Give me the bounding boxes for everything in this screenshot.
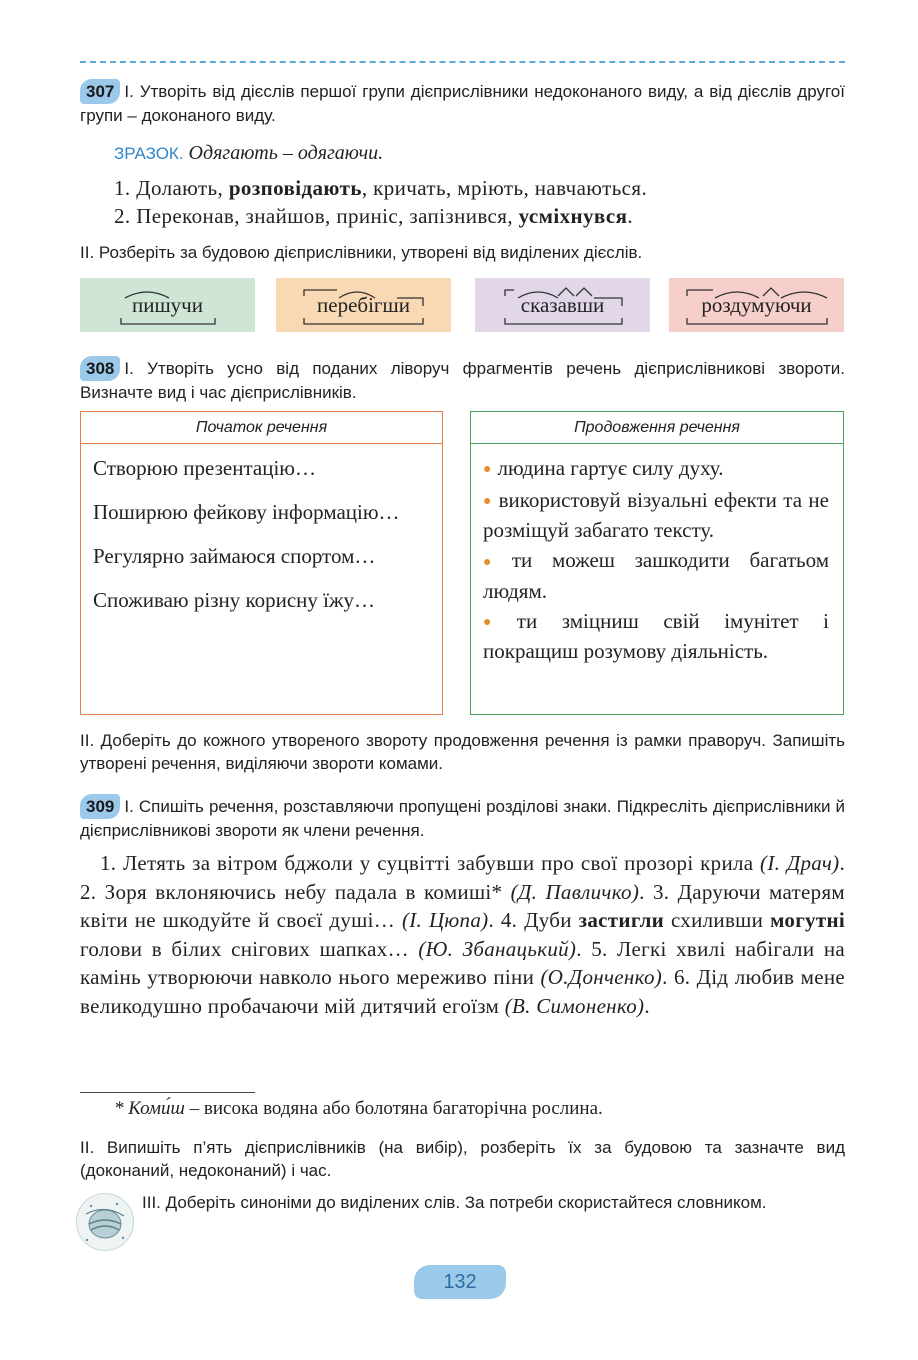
footnote-definition: – висока водяна або болотяна багаторічна рослина.: [189, 1098, 603, 1119]
frame-right-body: [471, 444, 843, 673]
word-3: сказавши: [520, 292, 605, 317]
frame-sentence-start: [80, 411, 443, 715]
word-box-4: [669, 278, 844, 332]
footnote-term: * Коми́ш: [114, 1098, 185, 1119]
frame-right-header: Продовження речення: [471, 412, 843, 444]
sample-label: ЗРАЗОК.: [114, 144, 184, 163]
task-308-instruction-2: II. Доберіть до кожного утвореного звороту продовження речення із рамки праворуч. Запишіть утворені речення, виділяючи звороти комами.: [80, 731, 845, 773]
author-ref: (В. Симоненко): [504, 993, 645, 1018]
bullet-icon: ●: [483, 462, 492, 478]
sentence-start-item: Регулярно займаюся спортом…: [93, 544, 376, 568]
word-4: роздумуючи: [701, 292, 812, 317]
continuation-item: ● використовуй візуальні ефекти та не розміщуй забагато тексту.: [483, 488, 829, 543]
continuation-item: ● людина гартує силу духу.: [483, 456, 724, 480]
footnote: [114, 1098, 603, 1120]
sentence-start-item: Поширюю фейкову інформацію…: [93, 500, 400, 524]
task-309-instruction-3: III. Доберіть синоніми до виділених слів. За потреби скористайтеся словником.: [142, 1193, 767, 1212]
continuation-item: ● ти зміцниш свій імунітет і покращиш розумову діяльність.: [483, 608, 829, 663]
verb-list-2: 2. Переконав, знайшов, приніс, запізнився, усміхнувся.: [114, 204, 634, 228]
frame-sentence-continuation: [470, 411, 844, 715]
bullet-icon: ●: [483, 494, 493, 510]
word-box-1: [80, 278, 255, 332]
task-309-instruction: 309 I. Спишіть речення, розставляючи пропущені розділові знаки. Підкресліть дієприслівники й дієприслівникові звороти як члени речення.: [80, 794, 845, 842]
bullet-icon: ●: [483, 554, 506, 570]
author-ref: (І. Драч): [760, 851, 840, 875]
task-307-instruction-2: II. Розберіть за будовою дієприслівники, утворені від виділених дієслів.: [80, 243, 643, 262]
highlighted-verb: розповідають: [228, 176, 362, 200]
verb-list-1: 1. Долають, розповідають, кричать, мріють, навчаються.: [114, 176, 648, 200]
highlighted-verb: усміхнувся: [518, 204, 628, 228]
footnote-rule: [80, 1092, 255, 1093]
word-box-3: [475, 278, 650, 332]
task-307-instruction: 307 I. Утворіть від дієслів першої групи дієприслівники недоконаного виду, а від дієслів другої групи – доконаного виду.: [80, 79, 845, 127]
frame-left-header: Початок речення: [81, 412, 442, 444]
sample-line: [114, 142, 383, 165]
frame-left-body: [81, 444, 442, 636]
dictionary-icon: [76, 1193, 134, 1251]
task-number-308: 308: [80, 356, 120, 381]
word-box-2: [276, 278, 451, 332]
author-ref: (Ю. Збанацький): [418, 936, 577, 961]
author-ref: (Д. Павличко): [510, 879, 640, 904]
task-number-309: 309: [80, 794, 120, 819]
task-number-307: 307: [80, 79, 120, 104]
word-2: перебігши: [317, 292, 410, 317]
sentence-start-item: Створюю презентацію…: [93, 456, 316, 480]
author-ref: (О.Донченко): [540, 965, 663, 989]
author-ref: (І. Цюпа): [401, 908, 489, 932]
page-number: 132: [414, 1265, 506, 1299]
continuation-item: ● ти можеш зашкодити багатьом людям.: [483, 548, 829, 603]
task-308-instruction: 308 I. Утворіть усно від поданих ліворуч фрагментів речень дієприслівникові звороти. Визначте вид і час дієприслівників.: [80, 356, 845, 404]
task-309-instruction-2: II. Випишіть п’ять дієприслівників (на вибір), розберіть їх за будовою та зазначте вид (доконаний, недоконаний) і час.: [80, 1138, 845, 1180]
sentence-start-item: Споживаю різну корисну їжу…: [93, 588, 376, 612]
bullet-icon: ●: [483, 614, 511, 630]
sample-text: Одягають – одягаючи.: [188, 142, 384, 164]
top-dashed-rule: [80, 61, 845, 63]
word-1: пишучи: [132, 292, 203, 317]
highlighted-word: застигли: [578, 908, 665, 932]
highlighted-word: могутні: [770, 908, 845, 932]
exercise-text: 1. Летять за вітром бджоли у суцвітті забувши про свої прозорі крила (І. Драч). 2. Зоря вклоняючись небу падала в комиші* (Д. Павличко). 3. Даруючи матерям квіти не шкодуйте й своєї душі… (І. Цюпа). 4. Дуби застигли схиливши могутні голови в білих снігових шапках… (Ю. Збанацький). 5. Легкі хвилі набігали на камінь утворюючи навколо нього мереживо піни (О.Донченко). 6. Дід любив мене великодушно пробачаючи мій дитячий егоїзм (В. Симоненко).: [80, 851, 845, 1018]
